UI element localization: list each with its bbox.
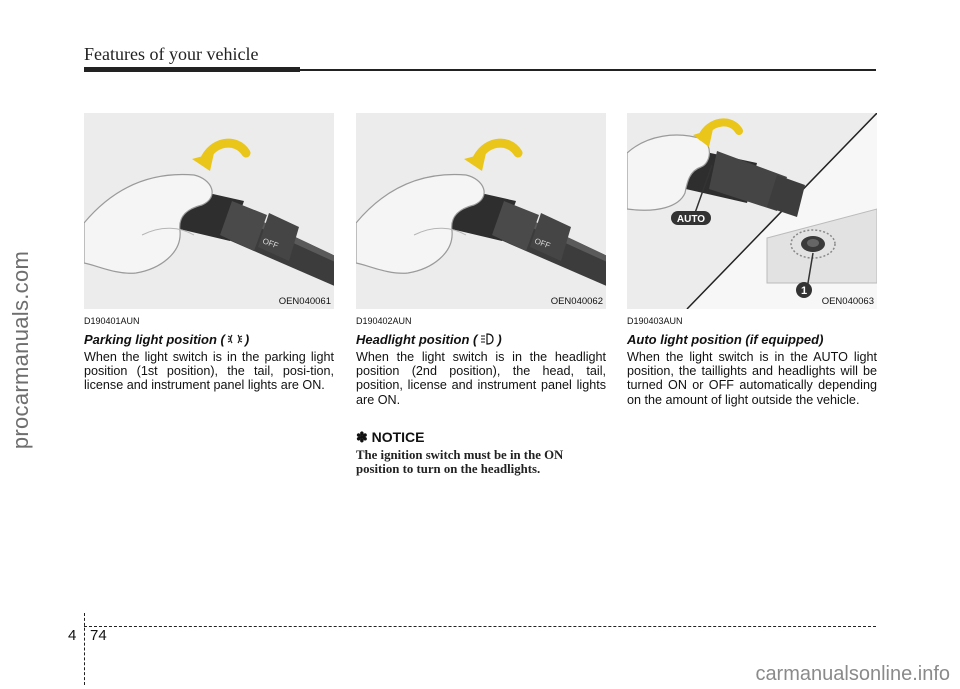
svg-text:1: 1 — [800, 285, 808, 297]
bottom-watermark: carmanualsonline.info — [755, 663, 950, 685]
section-body: When the light switch is in the parking light position (1st position), the tail, posi-tion, license and instrument panel lights are ON. — [84, 350, 334, 393]
page-number: 74 — [90, 627, 107, 644]
section-code: D190402AUN — [356, 316, 412, 326]
figure-auto-light — [627, 113, 877, 309]
section-code: D190401AUN — [84, 316, 140, 326]
section-title: Auto light position (if equipped) — [627, 331, 824, 347]
side-watermark — [3, 200, 39, 500]
page-section-number: 4 — [68, 627, 77, 644]
footer-rule — [84, 626, 876, 627]
notice-body: The ignition switch must be in the ON position to turn on the headlights. — [356, 447, 564, 477]
section-title: Parking light position ( ) — [84, 331, 250, 347]
figure-code: OEN040061 — [278, 296, 331, 307]
section-title: Headlight position ( ) — [356, 331, 502, 347]
figure-parking-light — [84, 113, 334, 309]
figure-code: OEN040062 — [550, 296, 603, 307]
section-headlight — [356, 113, 606, 477]
headlight-icon — [479, 332, 495, 346]
footer-vrule — [84, 613, 85, 685]
header-rule-thin — [300, 69, 876, 71]
light-switch-illustration — [84, 113, 334, 309]
svg-text:AUTO: AUTO — [676, 214, 706, 225]
section-code: D190403AUN — [627, 316, 683, 326]
page-header-title: Features of your vehicle — [84, 44, 259, 64]
auto-switch-illustration — [627, 113, 877, 309]
light-switch-illustration — [356, 113, 606, 309]
figure-code: OEN040063 — [821, 296, 874, 307]
side-watermark-text: procarmanuals.com — [8, 250, 33, 450]
parking-light-icon — [227, 332, 243, 346]
section-parking-light — [84, 113, 334, 393]
section-body: When the light switch is in the AUTO light position, the taillights and headlights will be turned ON or OFF automatically depending on the amount of light outside the vehicle. — [627, 350, 877, 407]
svg-text:OFF: OFF — [261, 236, 280, 251]
svg-text:OFF: OFF — [533, 236, 552, 251]
section-body: When the light switch is in the headlight position (2nd position), the head, tail, position, license and instrument panel lights are ON. — [356, 350, 606, 407]
section-auto-light — [627, 113, 877, 407]
notice-title: ✽ NOTICE — [356, 428, 425, 445]
header-rule-thick — [84, 67, 300, 72]
figure-headlight — [356, 113, 606, 309]
